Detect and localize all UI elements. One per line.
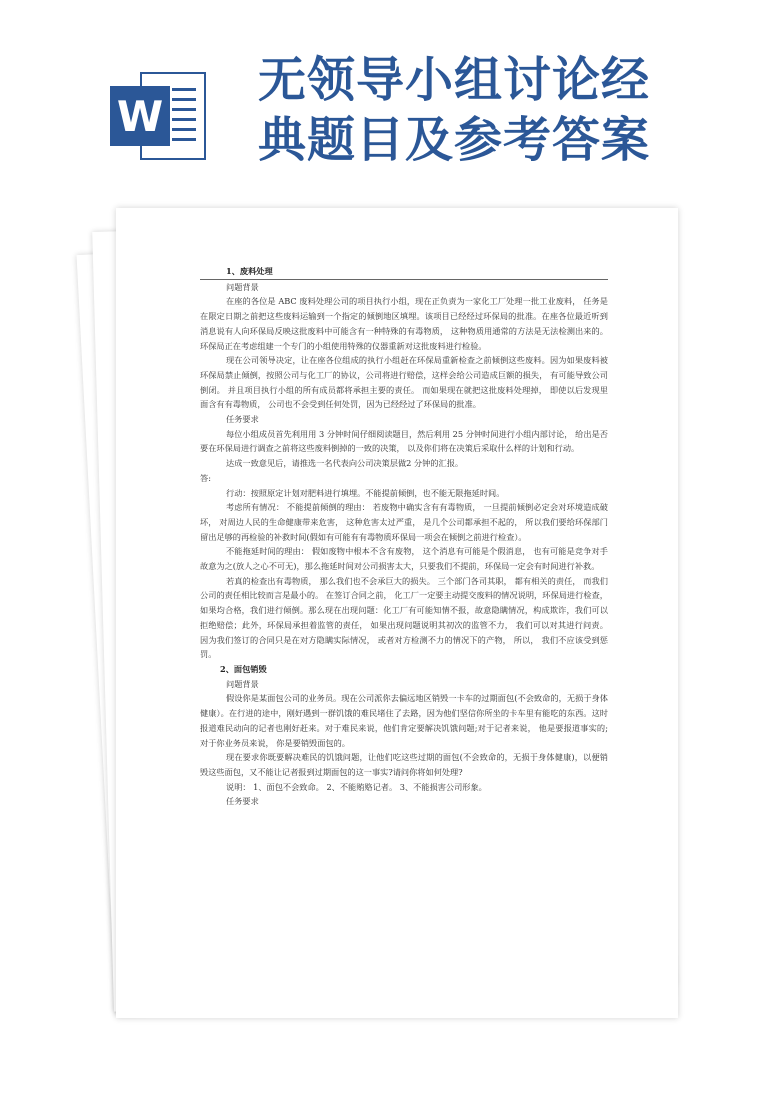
title-line-1: 无领导小组讨论经 (258, 52, 651, 108)
section-heading-1: 1、废料处理 (200, 264, 608, 280)
paragraph: 现在公司领导决定，让在座各位组成的执行小组赶在环保局重新检查之前倾倒这些废料。因为如果废料被环保局禁止倾倒，按照公司与化工厂的协议，公司将进行赔偿，这样会给公司造成巨额的损失， 有可能导致公司倒闭。 并且项目执行小组的所有成员都将承担主要的责任。 而如果现在就把这批废料处理掉， 即使以后发现里面含有有毒物质， 公司也不会受到任何处罚，因为已经经过了环保局的批准。 (200, 355, 608, 410)
paragraph: 行动：按照原定计划对肥料进行填埋。不能提前倾倒，也不能无限拖延时间。 (226, 487, 505, 498)
paragraph: 假设你是某面包公司的业务员。现在公司派你去偏远地区销毁一卡车的过期面包(不会致命的，无损于身体健康）。在行进的途中，刚好遇到一群饥饿的难民堵住了去路，因为他们坚信你所坐的卡车里有能吃的东西。这时报道难民动向的记者也刚好赶来。对于难民来说，他们肯定要解决饥饿问题;对于记者来说， 他是要报道事实的;对于你业务员来说， 你是要销毁面包的。 (200, 693, 608, 748)
subheading: 问题背景 (226, 678, 259, 689)
subheading: 任务要求 (226, 414, 259, 425)
paragraph: 现在要求你既要解决难民的饥饿问题，让他们吃这些过期的面包(不会致命的，无损于身体健康)，以便销毁这些面包，又不能让记者报到过期面包的这一事实?请问你将如何处理? (200, 752, 608, 777)
paragraph: 达成一致意见后，请推选一名代表向公司决策层做2 分钟的汇报。 (226, 458, 464, 469)
paragraph: 若真的检查出有毒物质， 那么我们也不会承巨大的损失。 三个部门各司其职， 都有相关的责任， 而我们公司的责任相比较而言是最小的。 在签订合同之前， 化工厂一定要主动提交废料的情况说明，环保局进行检查，如果均合格，我们进行倾倒。那么现在出现问题：化工厂有可能知情不报，故意隐瞒情况，构成欺诈，我们可以拒绝赔偿；此外，环保局承担着监管的责任， 如果出现问题说明其初次的监管不力， 我们可以对其进行问责。 因为我们签订的合同只是在对方隐瞒实际情况， 或者对方检测不力的情况下的产物， 所以， 我们不应该受到惩罚。 (200, 575, 608, 660)
subheading: 任务要求 (226, 796, 259, 807)
page-title (258, 50, 748, 170)
paragraph: 不能拖延时间的理由： 假如废物中根本不含有废物， 这个消息有可能是个假消息， 也有可能是竞争对手故意为之(放人之心不可无)，那么拖延时间对公司损害太大，只要我们不提前，环保局一定会有时间进行补救。 (200, 546, 608, 572)
paragraph: 在座的各位是 ABC 废料处理公司的项目执行小组，现在正负责为一家化工厂处理一批工业废料， 任务是在限定日期之前把这些废料运输到一个指定的倾倒地区填埋。该项目已经经过环保局的批准。在座各位最近听到消息说有人向环保局反映这批废料中可能含有一种特殊的有毒物质， 这种物质用通常的方法是无法检测出来的。环保局正在考虑组建一个专门的小组使用特殊的仪器重新对这批废料进行检验。 (200, 296, 608, 351)
note: 说明： 1、面包不会致命。 2、不能贿赂记者。 3、不能损害公司形象。 (226, 781, 487, 792)
paragraph: 考虑所有情况： 不能提前倾倒的理由： 若废物中确实含有有毒物质， 一旦提前倾倒必定会对环境造成破坏， 对周边人民的生命健康带来危害， 这种危害太过严重， 是几个公司都承担不起的， 所以我们要给环保部门留出足够的再检验的补救时间(假如有可能有有毒物质环保局一项会在倾倒之前进行检查）。 (200, 502, 608, 542)
header-banner (0, 0, 780, 205)
title-line-2: 典题目及参考答案 (258, 112, 651, 168)
paragraph: 每位小组成员首先利用用 3 分钟时间仔细阅读题目，然后利用 25 分钟时间进行小组内部讨论， 给出是否要在环保局进行调查之前将这些废料倒掉的一致的决策， 以及你们将在决策后采取什么样的计划和行动。 (200, 428, 608, 454)
section-heading-2: 2、面包销毁 (220, 663, 267, 674)
word-letter-badge: W (110, 86, 170, 146)
answer-label: 答: (200, 472, 211, 483)
word-doc-icon (110, 72, 206, 160)
subheading: 问题背景 (226, 281, 259, 292)
document-body (200, 264, 608, 809)
